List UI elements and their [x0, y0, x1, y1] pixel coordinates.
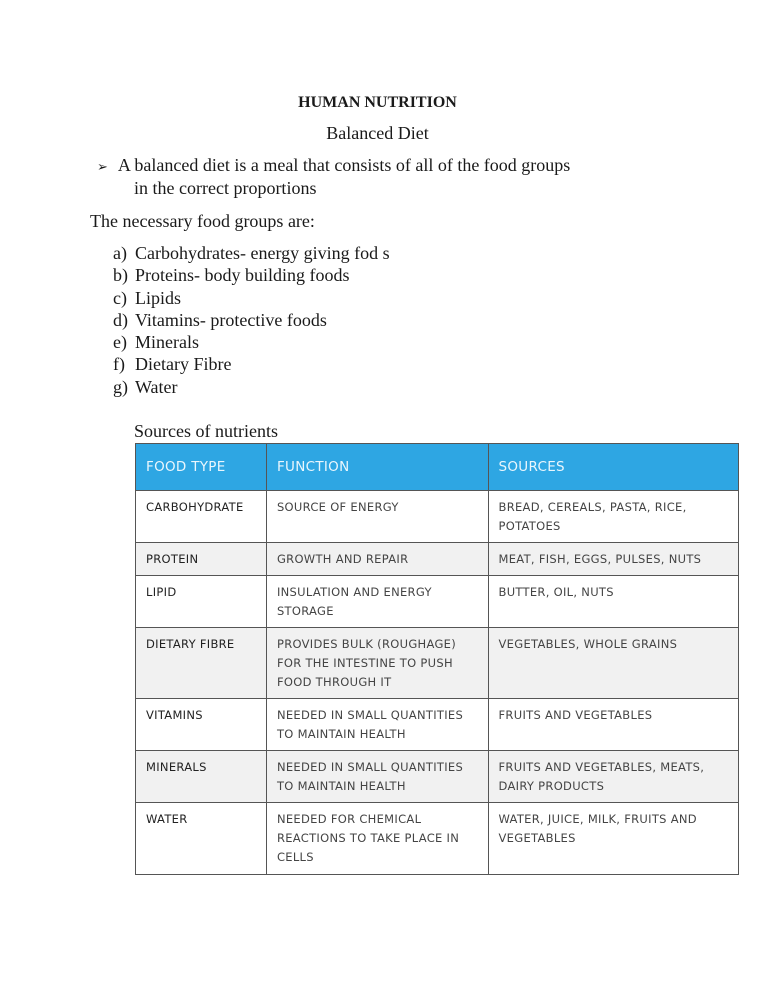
list-item: [113, 242, 390, 264]
cell-sources: VEGETABLES, WHOLE GRAINS: [488, 628, 738, 699]
table-header-row: [136, 444, 739, 491]
cell-sources: FRUITS AND VEGETABLES, MEATS, DAIRY PRODUCTS: [488, 751, 738, 803]
list-item: [113, 264, 390, 286]
nutrients-table: [135, 443, 739, 875]
intro-text: The necessary food groups are:: [90, 211, 315, 231]
header-food-type: FOOD TYPE: [136, 444, 267, 491]
table-row: [136, 628, 739, 699]
list-item: [113, 353, 390, 375]
cell-function: NEEDED FOR CHEMICAL REACTIONS TO TAKE PLACE IN CELLS: [266, 803, 488, 875]
table-row: [136, 699, 739, 751]
cell-food-type: MINERALS: [136, 751, 267, 803]
list-text: Proteins- body building foods: [135, 265, 350, 286]
table-row: [136, 803, 739, 875]
list-item: [113, 331, 390, 353]
cell-function: GROWTH AND REPAIR: [266, 543, 488, 576]
table-row: [136, 543, 739, 576]
table-row: [136, 751, 739, 803]
list-letter: c): [113, 287, 127, 308]
cell-sources: BUTTER, OIL, NUTS: [488, 576, 738, 628]
header-function: FUNCTION: [266, 444, 488, 491]
cell-function: PROVIDES BULK (ROUGHAGE) FOR THE INTESTINE TO PUSH FOOD THROUGH IT: [266, 628, 488, 699]
cell-sources: BREAD, CEREALS, PASTA, RICE, POTATOES: [488, 491, 738, 543]
list-text: Dietary Fibre: [135, 354, 232, 375]
bullet-text-line1: A balanced diet is a meal that consists of all of the food groups: [117, 155, 571, 175]
cell-function: INSULATION AND ENERGY STORAGE: [266, 576, 488, 628]
list-letter: d): [113, 309, 128, 330]
list-text: Lipids: [135, 287, 182, 308]
page-title: HUMAN NUTRITION: [298, 94, 457, 111]
cell-food-type: WATER: [136, 803, 267, 875]
table-caption: Sources of nutrients: [134, 421, 278, 441]
list-text: Vitamins- protective foods: [135, 309, 327, 330]
list-text: Minerals: [135, 332, 199, 353]
list-letter: a): [113, 243, 127, 263]
list-item: [113, 309, 390, 331]
cell-food-type: DIETARY FIBRE: [136, 628, 267, 699]
list-item: [113, 287, 390, 309]
header-sources: SOURCES: [488, 444, 738, 491]
cell-food-type: PROTEIN: [136, 543, 267, 576]
list-text: Carbohydrates- energy giving fod s: [135, 243, 390, 263]
bullet-text-line2: in the correct proportions: [134, 178, 317, 198]
cell-sources: WATER, JUICE, MILK, FRUITS AND VEGETABLES: [488, 803, 738, 875]
cell-function: NEEDED IN SMALL QUANTITIES TO MAINTAIN HEALTH: [266, 699, 488, 751]
cell-sources: FRUITS AND VEGETABLES: [488, 699, 738, 751]
bullet-point: [97, 154, 570, 179]
cell-function: SOURCE OF ENERGY: [266, 491, 488, 543]
cell-food-type: VITAMINS: [136, 699, 267, 751]
list-item: [113, 376, 390, 398]
list-letter: b): [113, 265, 128, 286]
list-text: Water: [135, 376, 178, 397]
cell-function: NEEDED IN SMALL QUANTITIES TO MAINTAIN HEALTH: [266, 751, 488, 803]
cell-food-type: CARBOHYDRATE: [136, 491, 267, 543]
cell-sources: MEAT, FISH, EGGS, PULSES, NUTS: [488, 543, 738, 576]
table-row: [136, 491, 739, 543]
table-row: [136, 576, 739, 628]
arrow-bullet-icon: ➢: [97, 160, 108, 175]
list-letter: g): [113, 376, 128, 397]
section-heading: Balanced Diet: [326, 123, 429, 143]
cell-food-type: LIPID: [136, 576, 267, 628]
list-letter: e): [113, 332, 127, 353]
food-groups-list: [113, 242, 390, 398]
list-letter: f): [113, 354, 125, 375]
